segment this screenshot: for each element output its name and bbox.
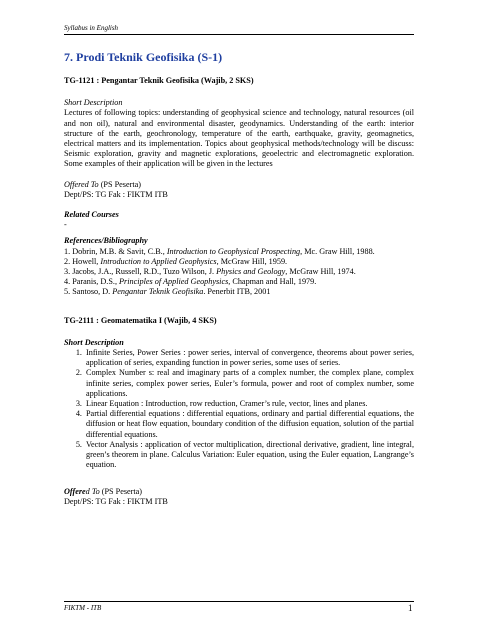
footer-rule [64, 601, 414, 602]
reference-item: 3. Jacobs, J.A., Russell, R.D., Tuzo Wilson, J. Physics and Geology, McGraw Hill, 1974. [64, 267, 356, 277]
course-title-tg1121: TG-1121 : Pengantar Teknik Geofisika (Wajib, 2 SKS) [64, 76, 254, 85]
topic-item: 2. Complex Number s: real and imaginary parts of a complex number, the complex plane, complex infinite series, complex power series, Euler’s formula, power and root of complex number, some applications. [84, 368, 414, 399]
related-courses-label: Related Courses [64, 210, 119, 220]
footer-text: FIKTM - ITB [64, 604, 102, 612]
dept-line-2: Dept/PS: TG Fak : FIKTM ITB [64, 496, 168, 506]
short-description-text: Lectures of following topics: understanding of geophysical science and technology, natural resources (oil and non oil), natural and environmental disaster, geodynamics. Understanding of the earth: interior structure of the earth, geochronology, temperature of the earth, earthquake, gravity, geomagnetics, electrical matters and its implementation. Topics about geophysical methods/technology will be discuss: Seismic exploration, gravity and magnetic explorations, geoelectric and electromagnetic exploration. Some examples of their application will be given in the lectures [64, 108, 414, 169]
references-label: References/Bibliography [64, 236, 148, 246]
short-description-label-2: Short Description [64, 337, 124, 347]
running-header: Syllabus in English [64, 24, 119, 32]
related-courses-value: - [64, 220, 67, 230]
topic-item: 1. Infinite Series, Power Series : power series, interval of convergence, theorems about power series, application of series, expanding function in power series, some uses of series. [84, 348, 414, 368]
offered-to-line-2: Offered To (PS Peserta) [64, 486, 143, 496]
reference-item: 2. Howell, Introduction to Applied Geophysics, McGraw Hill, 1959. [64, 256, 288, 266]
references-list [64, 247, 414, 298]
topic-item: 3. Linear Equation : Introduction, row reduction, Cramer’s rule, vector, lines and planes. [84, 399, 414, 409]
offered-to-label: Offered To [64, 179, 99, 189]
offered-to-value: (PS Peserta) [98, 179, 141, 189]
reference-item: 4. Paranis, D.S., Principles of Applied Geophysics, Chapman and Hall, 1979. [64, 277, 317, 287]
short-description-label: Short Description [64, 98, 123, 108]
offered-to-line [64, 180, 414, 190]
course-title-tg2111: TG-2111 : Geomatematika I (Wajib, 4 SKS) [64, 315, 217, 325]
reference-item: 1. Dobrin, M.B. & Savit, C.B., Introduction to Geophysical Prospecting, Mc. Graw Hill, 1988. [64, 246, 375, 256]
reference-item: 5. Santoso, D. Pengantar Teknik Geofisika. Penerbit ITB, 2001 [64, 287, 271, 297]
topics-list [64, 348, 414, 470]
topic-item: 5. Vector Analysis : application of vector multiplication, directional derivative, gradient, line integral, green’s theorem in plane. Calculus Variation: Euler equation, using the Euler equation, Langrange’s equation. [84, 440, 414, 471]
header-rule [64, 34, 414, 35]
dept-line: Dept/PS: TG Fak : FIKTM ITB [64, 189, 168, 199]
page-content [64, 50, 414, 507]
topic-item: 4. Partial differential equations : differential equations, ordinary and partial differential equations, the diffusion or heat flow equation, boundary condition of the diffusion equation, solution of the partial differential equations. [84, 409, 414, 440]
page-number: 1 [408, 603, 413, 613]
section-title: 7. Prodi Teknik Geofisika (S-1) [64, 50, 223, 64]
